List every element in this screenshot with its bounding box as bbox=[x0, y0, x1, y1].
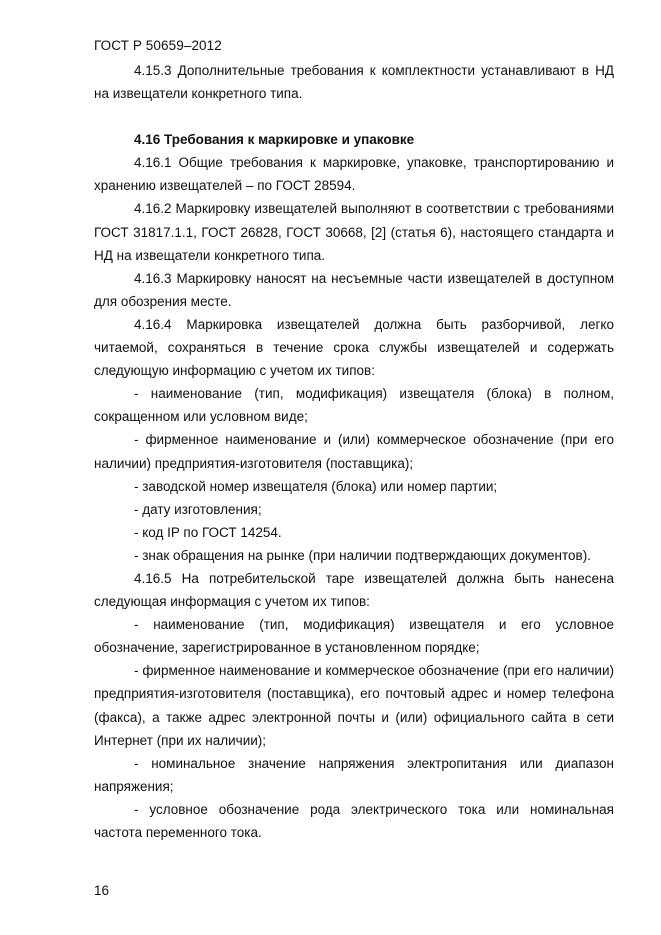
section-heading-4-16: 4.16 Требования к маркировке и упаковке bbox=[134, 132, 415, 148]
paragraph-4-15-3: 4.15.3 Дополнительные требования к комплектности устанавливают в НД на извещатели конкретного типа. bbox=[94, 63, 614, 102]
list-item: - наименование (тип, модификация) извещателя (блока) в полном, сокращенном или условном виде; bbox=[94, 386, 614, 425]
paragraph-4-16-3: 4.16.3 Маркировку наносят на несъемные части извещателей в доступном для обозрения месте. bbox=[94, 270, 614, 309]
list-item: - заводской номер извещателя (блока) или номер партии; bbox=[134, 478, 498, 494]
paragraph-4-16-1: 4.16.1 Общие требования к маркировке, упаковке, транспортированию и хранению извещателей – по ГОСТ 28594. bbox=[94, 155, 614, 194]
list-item: - дату изготовления; bbox=[134, 501, 262, 517]
list-item: - номинальное значение напряжения электропитания или диапазон напряжения; bbox=[94, 755, 614, 794]
page-number: 16 bbox=[94, 883, 110, 898]
document-header: ГОСТ Р 50659–2012 bbox=[94, 38, 222, 53]
list-item: - фирменное наименование и коммерческое обозначение (при его наличии) предприятия-изготовителя (поставщика), его почтовый адрес и номер телефона (факса), а также адрес электронной почты и (или) официального сайта в сети Интернет (при их наличии); bbox=[94, 663, 614, 748]
document-body bbox=[94, 59, 614, 844]
list-item: - наименование (тип, модификация) извещателя и его условное обозначение, зарегистрированное в установленном порядке; bbox=[94, 617, 614, 656]
paragraph-4-16-2: 4.16.2 Маркировку извещателей выполняют в соответствии с требованиями ГОСТ 31817.1.1, ГОСТ 26828, ГОСТ 30668, [2] (статья 6), настоящего стандарта и НД на извещатели конкретного типа. bbox=[94, 201, 614, 263]
paragraph-4-16-5: 4.16.5 На потребительской таре извещателей должна быть нанесена следующая информация с учетом их типов: bbox=[94, 570, 614, 610]
paragraph-4-16-4: 4.16.4 Маркировка извещателей должна быть разборчивой, легко читаемой, сохраняться в течение срока службы извещателей и содержать следующую информацию с учетом их типов: bbox=[94, 316, 614, 379]
list-item: - условное обозначение рода электрического тока или номинальная частота переменного тока. bbox=[94, 801, 614, 840]
list-item: - фирменное наименование и (или) коммерческое обозначение (при его наличии) предприятия-изготовителя (поставщика); bbox=[94, 432, 614, 471]
list-item: - код IP по ГОСТ 14254. bbox=[134, 524, 282, 540]
list-item: - знак обращения на рынке (при наличии подтверждающих документов). bbox=[134, 547, 591, 563]
